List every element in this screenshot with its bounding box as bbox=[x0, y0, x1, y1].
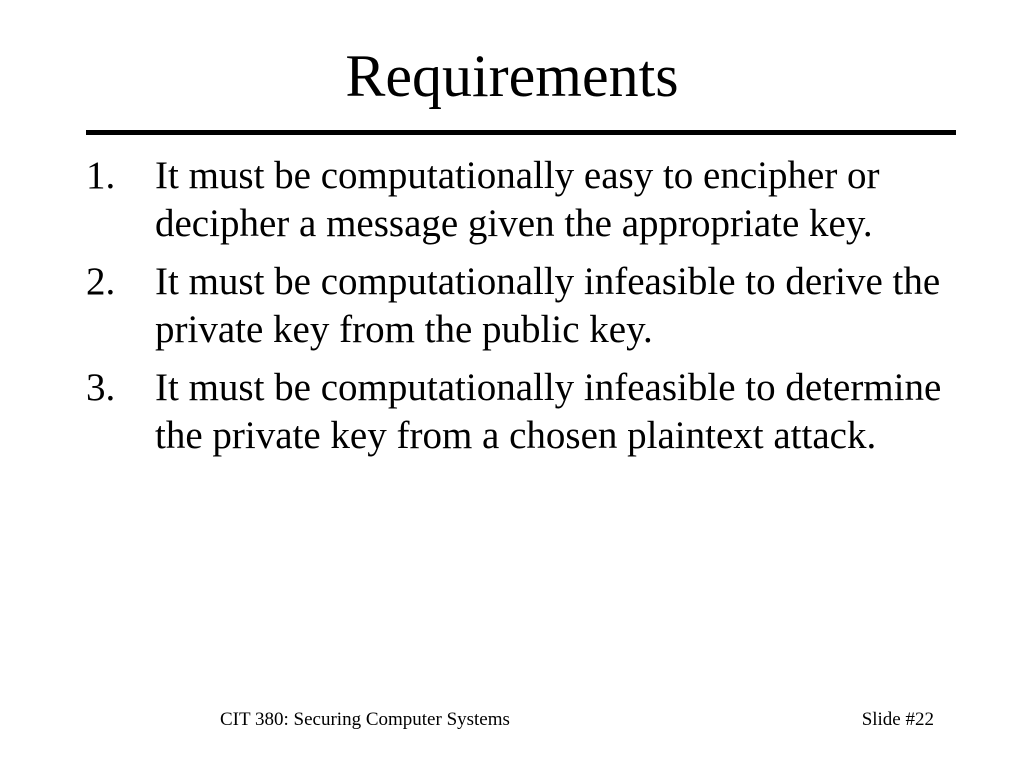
requirement-number: 2. bbox=[86, 260, 116, 303]
requirement-number: 1. bbox=[86, 154, 116, 197]
requirements-list bbox=[86, 152, 956, 470]
requirement-text: It must be computationally easy to encipher or decipher a message given the appropriate key. bbox=[155, 154, 880, 245]
title-divider bbox=[86, 130, 956, 135]
requirement-item bbox=[86, 258, 956, 354]
requirement-text: It must be computationally infeasible to determine the private key from a chosen plaintext attack. bbox=[155, 366, 942, 457]
requirement-item bbox=[86, 364, 956, 460]
slide-title: Requirements bbox=[345, 43, 679, 109]
requirement-item bbox=[86, 152, 956, 248]
footer-course-title: CIT 380: Securing Computer Systems bbox=[220, 709, 510, 730]
requirement-text: It must be computationally infeasible to derive the private key from the public key. bbox=[155, 260, 941, 351]
footer-slide-number: Slide #22 bbox=[861, 709, 934, 730]
requirement-number: 3. bbox=[86, 366, 116, 409]
